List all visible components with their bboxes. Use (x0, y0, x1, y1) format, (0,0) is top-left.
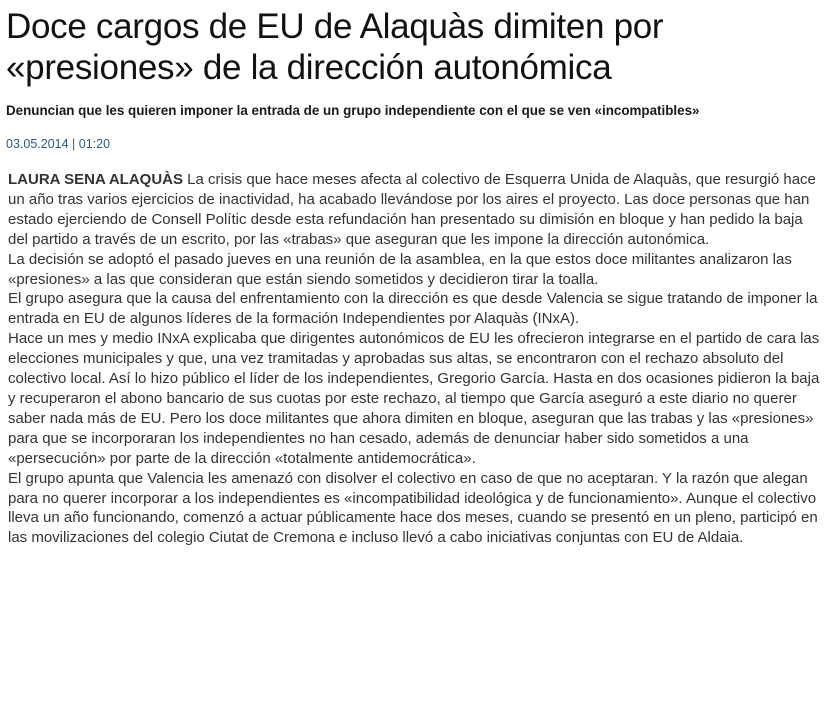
byline: LAURA SENA ALAQUÀS (8, 171, 183, 188)
body-paragraph: El grupo apunta que Valencia les amenazó con disolver el colectivo en caso de que no aceptaran. Y la razón que alegan para no querer incorporar a los independientes es «incompatibilidad ideológica y de funcionamiento». Aunque el colectivo lleva un año funcionando, comenzó a actuar públicamente hace dos meses, cuando se presentó en un pleno, participó en las movilizaciones del colegio Ciutat de Cremona e incluso llevó a cabo iniciativas conjuntas con EU de Aldaia. (8, 469, 818, 547)
article-body (8, 170, 826, 548)
body-paragraph: La decisión se adoptó el pasado jueves en una reunión de la asamblea, en la que estos doce militantes analizaron las «presiones» a las que consideran que están siendo sometidos y decidieron tirar la toalla. (8, 250, 792, 288)
body-paragraph: Hace un mes y medio INxA explicaba que dirigentes autonómicos de EU les ofrecieron integrarse en el partido de cara las elecciones municipales y que, una vez tramitadas y aprobadas sus altas, se encontraron con el rechazo absoluto del colectivo local. Así lo hizo público el líder de los independientes, Gregorio García. Hasta en dos ocasiones pidieron la baja y recuperaron el abono bancario de sus cuotas por este rechazo, al tiempo que García aseguró a este diario no querer saber nada más de EU. Pero los doce militantes que ahora dimiten en bloque, aseguran que las trabas y las «presiones» para que se incorporaran los independientes no han cesado, además de denunciar haber sido sometidos a una «persecución» por parte de la dirección «totalmente antidemocrática». (8, 330, 820, 467)
body-paragraph: El grupo asegura que la causa del enfrentamiento con la dirección es que desde Valencia se sigue tratando de imponer la entrada en EU de algunos líderes de la formación Independientes por Alaquàs (INxA). (8, 290, 818, 328)
publish-date: 03.05.2014 | 01:20 (6, 137, 111, 151)
article (6, 6, 826, 548)
headline: Doce cargos de EU de Alaquàs dimiten por «presiones» de la dirección autonómica (6, 7, 664, 87)
lead-text: La crisis que hace meses afecta al colectivo de Esquerra Unida de Alaquàs, que resurgió hace un año tras varios ejercicios de inactividad, ha acabado llevándose por los aires el proyecto. Las doce personas que han estado ejerciendo de Consell Polític desde esta refundación han presentado su dimisión en bloque y han pedido la baja del partido a través de un escrito, por las «trabas» que aseguran que les impone la dirección autonómica. (8, 171, 816, 248)
subtitle: Denuncian que les quieren imponer la entrada de un grupo independiente con el que se ven «incompatibles» (6, 103, 700, 118)
lead-paragraph (8, 170, 826, 250)
